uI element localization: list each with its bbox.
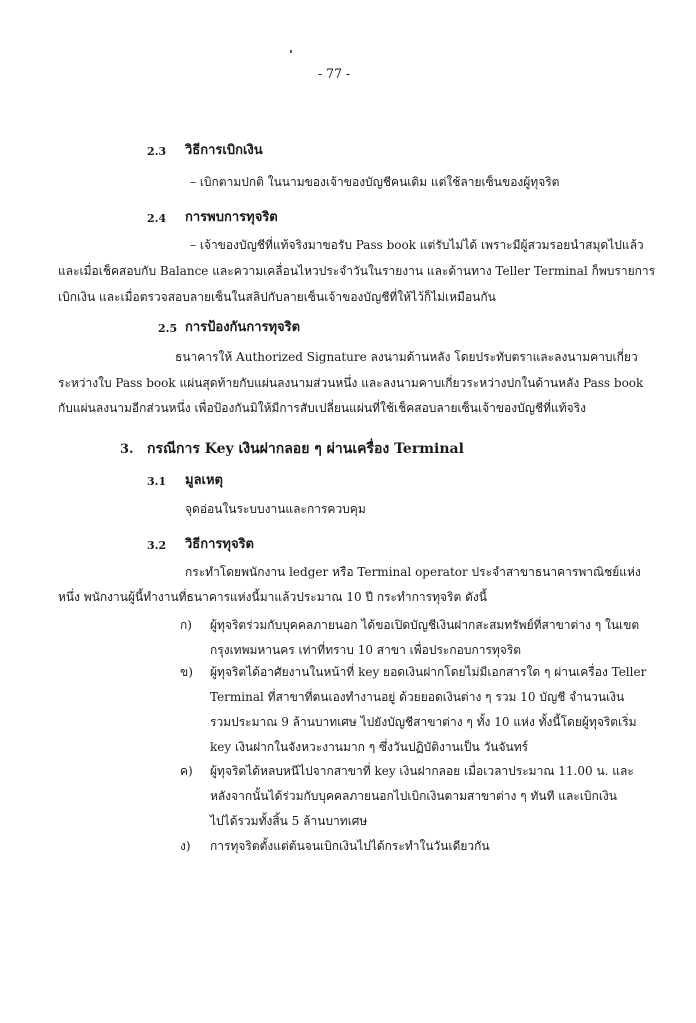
list-item-marker: ก) [180,618,192,632]
paragraph-line: – เบิกตามปกติ ในนามของเจ้าของบัญชีคนเดิม แต่ใช้ลายเซ็นของผู้ทุจริต [190,175,560,189]
list-item-marker: ข) [180,665,193,679]
list-item-line: หลังจากนั้นได้ร่วมกับบุคคลภายนอกไปเบิกเงินตามสาขาต่าง ๆ ทันที และเบิกเงิน [210,789,617,803]
list-item-line: ผู้ทุจริตได้อาศัยงานในหน้าที่ key ยอดเงินฝากโดยไม่มีเอกสารใด ๆ ผ่านเครื่อง Teller [210,665,647,679]
page-number: - 77 - [317,67,351,82]
list-item-line: ไปได้รวมทั้งสิ้น 5 ล้านบาทเศษ [210,814,368,828]
paragraph-line: จุดอ่อนในระบบงานและการควบคุม [185,502,366,516]
section-title: การป้องกันการทุจริต [185,320,301,335]
case-title: กรณีการ Key เงินฝากลอย ๆ ผ่านเครื่อง Terminal [147,441,464,457]
section-title: การพบการทุจริต [185,210,278,225]
paragraph-line: เบิกเงิน และเมื่อตรวจสอบลายเซ็นในสลิปกับลายเซ็นเจ้าของบัญชีที่ให้ไว้ก็ไม่เหมือนกัน [58,290,496,304]
list-item-line: ผู้ทุจริตได้หลบหนีไปจากสาขาที่ key เงินฝากลอย เมื่อเวลาประมาณ 11.00 น. และ [210,764,634,778]
paragraph-line: หนึ่ง พนักงานผู้นี้ทำงานที่ธนาคารแห่งนี้มาแล้วประมาณ 10 ปี กระทำการทุจริต ดังนี้ [58,590,487,604]
section-number: 3.1 [147,475,167,488]
paragraph-line: กับแผ่นลงนามอีกส่วนหนึ่ง เพื่อป้องกันมิให้มีการสับเปลี่ยนแผ่นที่ใช้เช็คสอบลายเซ็นเจ้าของบัญชีที่แท้จริง [58,401,586,415]
list-item-line: ผู้ทุจริตร่วมกับบุคคลภายนอก ได้ขอเปิดบัญชีเงินฝากสะสมทรัพย์ที่สาขาต่าง ๆ ในเขต [210,618,640,632]
section-number: 2.4 [147,212,167,225]
section-title: วิธีการทุจริต [185,537,254,552]
list-item-marker: ง) [180,839,191,853]
list-item-line: การทุจริตตั้งแต่ต้นจนเบิกเงินไปได้กระทำในวันเดียวกัน [210,839,490,853]
paragraph-line: ระหว่างใบ Pass book แผ่นสุดท้ายกับแผ่นลงนามส่วนหนึ่ง และลงนามคาบเกี่ยวระหว่างปกในด้านหลัง Pass book [58,376,644,390]
list-item-line: Terminal ที่สาขาที่ตนเองทำงานอยู่ ด้วยยอดเงินต่าง ๆ รวม 10 บัญชี จำนวนเงิน [210,690,625,704]
section-title: วิธีการเบิกเงิน [185,143,263,158]
paragraph-line: – เจ้าของบัญชีที่แท้จริงมาขอรับ Pass book แต่รับไม่ได้ เพราะมีผู้สวมรอยนำสมุดไปแล้ว [190,238,644,252]
list-item-line: กรุงเทพมหานคร เท่าที่ทราบ 10 สาขา เพื่อประกอบการทุจริต [210,643,522,657]
scan-speck [290,50,292,53]
paragraph-line: กระทำโดยพนักงาน ledger หรือ Terminal operator ประจำสาขาธนาคารพาณิชย์แห่ง [185,565,641,579]
section-title: มูลเหตุ [185,473,223,488]
section-number: 3.2 [147,539,167,552]
case-number: 3. [120,442,134,457]
paragraph-line: และเมื่อเช็คสอบกับ Balance และความเคลื่อนไหวประจำวันในรายงาน และด้านทาง Teller Terminal ก็พบรายการ [58,264,656,278]
list-item-line: key เงินฝากในจังหวะงานมาก ๆ ซึ่งวันปฏิบัติงานเป็น วันจันทร์ [210,740,529,754]
list-item-line: รวมประมาณ 9 ล้านบาทเศษ ไปยังบัญชีสาขาต่าง ๆ ทั้ง 10 แห่ง ทั้งนี้โดยผู้ทุจริตเริ่ม [210,715,637,729]
section-number: 2.3 [147,145,167,158]
paragraph-line: ธนาคารให้ Authorized Signature ลงนามด้านหลัง โดยประทับตราและลงนามคาบเกี่ยว [175,350,638,364]
list-item-marker: ค) [180,764,193,778]
section-number: 2.5 [158,322,178,335]
